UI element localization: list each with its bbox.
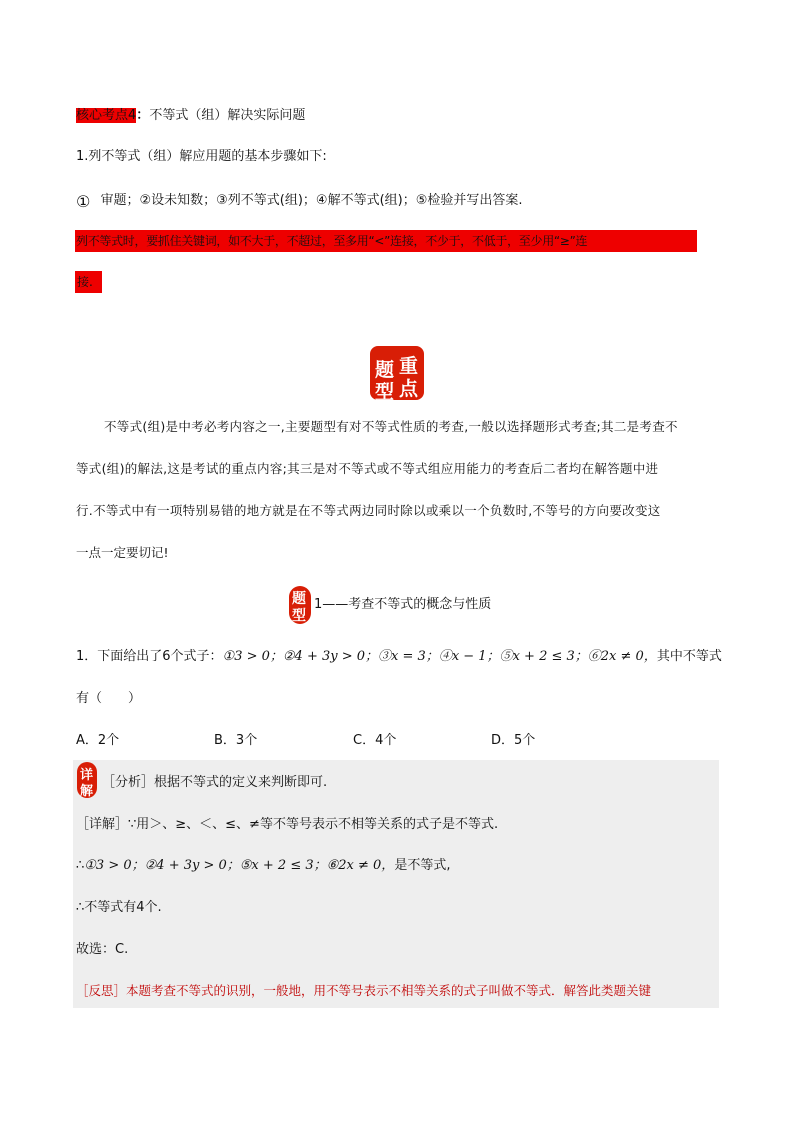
answer-expr-2: ②4 + 3y > 0； bbox=[144, 858, 240, 873]
section-heading bbox=[76, 107, 305, 125]
answer-expr-4: ⑥2x ≠ 0， bbox=[326, 858, 395, 873]
key-types-badge bbox=[370, 346, 424, 403]
type-seal-char-2: 型 bbox=[292, 608, 306, 624]
badge-char-1: 重 bbox=[399, 355, 419, 377]
answer-box bbox=[73, 760, 719, 1008]
intro-line-2: 等式(组)的解法,这是考试的重点内容;其三是对不等式或不等式组应用能力的考查后二者均在解答题中进 bbox=[76, 461, 659, 476]
type-title: 1——考查不等式的概念与性质 bbox=[314, 597, 492, 612]
section-number: 4 bbox=[128, 108, 137, 123]
answer-therefore-2: ∴不等式有4个. bbox=[76, 900, 162, 915]
answer-expr-1: ①3 > 0； bbox=[84, 858, 145, 873]
question-expr-3: ③x = 3； bbox=[378, 649, 439, 664]
answer-detail: ［详解］∵用＞、≥、＜、≤、≠等不等号表示不相等关系的式子是不等式. bbox=[76, 817, 499, 832]
steps-list: 审题；②设未知数；③列不等式(组)；④解不等式(组)；⑤检验并写出答案. bbox=[100, 193, 523, 208]
step-circle-1: ① bbox=[76, 192, 91, 211]
section-colon: ： bbox=[136, 108, 150, 123]
answer-therefore-1 bbox=[76, 857, 450, 875]
question-prefix: 1．下面给出了6个式子： bbox=[76, 649, 223, 664]
answer-therefore-suffix: 是不等式, bbox=[394, 858, 451, 873]
intro-line-4: 一点一定要切记! bbox=[76, 545, 169, 560]
section-title: 不等式（组）解决实际问题 bbox=[149, 108, 306, 123]
option-a: A．2个 bbox=[76, 733, 120, 748]
detail-seal-char-1: 详 bbox=[80, 768, 94, 783]
therefore-symbol: ∴ bbox=[76, 858, 85, 873]
steps-intro: 1.列不等式（组）解应用题的基本步骤如下: bbox=[76, 149, 327, 164]
type-seal-char-1: 题 bbox=[292, 591, 306, 607]
question-expr-4: ④x − 1； bbox=[438, 649, 500, 664]
answer-choice: 故选：C. bbox=[76, 942, 129, 957]
option-b: B．3个 bbox=[214, 733, 258, 748]
detail-seal-char-2: 解 bbox=[80, 784, 94, 799]
section-label: 核心考点 bbox=[76, 108, 129, 123]
question-suffix: 其中不等式 bbox=[656, 649, 722, 664]
question-line-2: 有（ ） bbox=[76, 691, 142, 706]
type-seal bbox=[289, 586, 311, 624]
answer-reflection: ［反思］本题考查不等式的识别，一般地，用不等号表示不相等关系的式子叫做不等式．解答此类题关键 bbox=[76, 983, 652, 998]
intro-line-3: 行.不等式中有一项特别易错的地方就是在不等式两边同时除以或乘以一个负数时,不等号的方向要改变这 bbox=[76, 503, 661, 518]
answer-expr-3: ⑤x + 2 ≤ 3； bbox=[239, 858, 327, 873]
question-expr-5: ⑤x + 2 ≤ 3； bbox=[499, 649, 588, 664]
question-line-1 bbox=[76, 648, 722, 666]
option-c: C．4个 bbox=[353, 733, 397, 748]
question-expr-6: ⑥2x ≠ 0， bbox=[587, 649, 657, 664]
question-expr-2: ②4 + 3y > 0； bbox=[282, 649, 379, 664]
answer-analysis: ［分析］根据不等式的定义来判断即可. bbox=[102, 775, 328, 790]
tip-line-1: 列不等式时，要抓住关键词，如不大于，不超过，至多用“<”连接，不少于，不低于，至少用“≥”连 bbox=[76, 234, 588, 248]
badge-char-2: 点 bbox=[399, 378, 419, 400]
question-expr-1: ①3 > 0； bbox=[222, 649, 283, 664]
tip-line-2: 接. bbox=[77, 275, 93, 289]
badge-char-4: 型 bbox=[375, 381, 395, 403]
detail-seal bbox=[77, 762, 97, 798]
intro-line-1: 不等式(组)是中考必考内容之一,主要题型有对不等式性质的考查,一般以选择题形式考查;其二是考查不 bbox=[104, 419, 678, 434]
steps-list-row bbox=[76, 190, 523, 210]
option-d: D．5个 bbox=[491, 733, 536, 748]
badge-char-3: 题 bbox=[375, 359, 395, 381]
